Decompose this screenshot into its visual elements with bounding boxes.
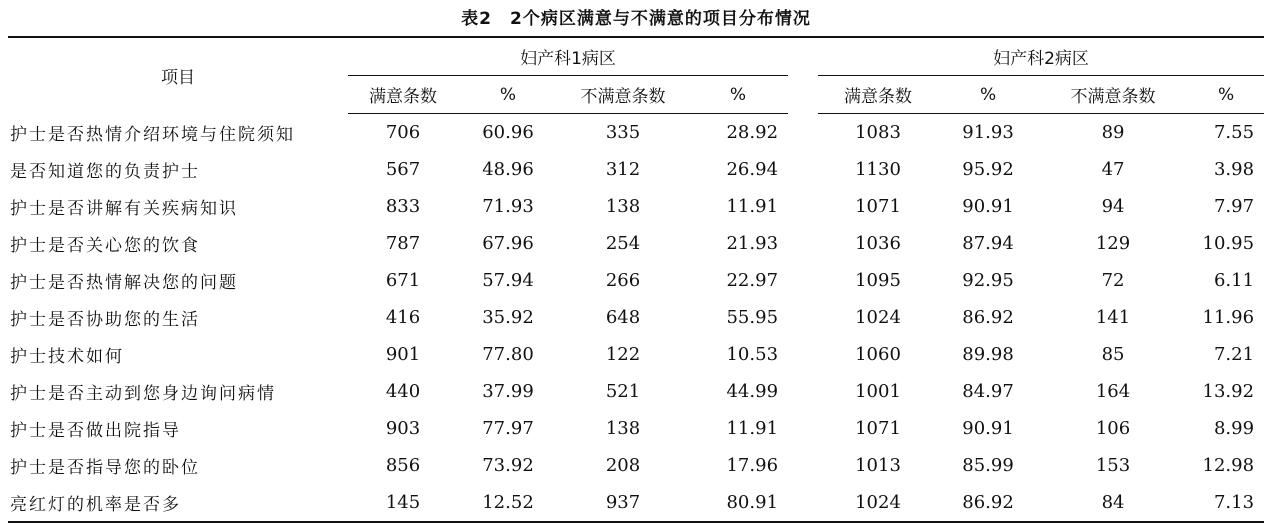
spacer-cell <box>788 410 818 447</box>
table-cell: 1036 <box>855 233 901 254</box>
table-row <box>8 336 1264 373</box>
table-cell: 440 <box>385 381 421 402</box>
column-group-ward1: 妇产科1病区 <box>348 37 788 76</box>
column-header-percent: % <box>1188 76 1264 114</box>
table-cell: 13.92 <box>1202 381 1255 402</box>
column-header-satisfied-count: 满意条数 <box>818 76 938 114</box>
table-cell: 1001 <box>855 381 901 402</box>
table-cell: 85 <box>1101 344 1125 365</box>
column-header-unsatisfied-count: 不满意条数 <box>558 76 688 114</box>
table-cell: 1024 <box>855 307 901 328</box>
table-cell: 12.52 <box>458 484 558 522</box>
table-cell: 937 <box>558 484 688 522</box>
row-item-label: 护士是否热情解决您的问题 <box>10 273 238 293</box>
table-caption: 表2 2个病区满意与不满意的项目分布情况 <box>461 9 811 29</box>
table-cell: 73.92 <box>482 455 534 476</box>
table-cell: 89 <box>1101 122 1125 143</box>
table-cell: 92.95 <box>962 270 1014 291</box>
table-cell: 47 <box>1101 159 1125 180</box>
table-cell: 416 <box>385 307 421 328</box>
table-cell: 312 <box>605 159 641 180</box>
table-cell: 94 <box>1101 196 1125 217</box>
table-row <box>8 484 1264 522</box>
column-header-satisfied-count: 满意条数 <box>348 76 458 114</box>
table-row <box>8 262 1264 299</box>
table-cell: 1071 <box>855 196 901 217</box>
column-header-percent: % <box>688 76 788 114</box>
table-cell: 86.92 <box>962 307 1014 328</box>
table-cell: 11.96 <box>1202 307 1255 328</box>
row-item-label: 护士是否热情介绍环境与住院须知 <box>10 124 295 145</box>
table-cell: 77.97 <box>482 418 534 439</box>
column-group-ward2: 妇产科2病区 <box>818 37 1264 76</box>
row-item-label: 护士是否做出院指导 <box>10 421 181 441</box>
table-row <box>8 188 1264 225</box>
spacer-cell <box>788 447 818 484</box>
table-cell: 903 <box>385 418 421 439</box>
table-cell: 1060 <box>855 344 901 365</box>
satisfaction-table <box>8 36 1264 523</box>
table-cell: 208 <box>605 455 641 476</box>
table-row <box>8 225 1264 262</box>
row-item-label: 护士是否主动到您身边询问病情 <box>10 384 276 404</box>
column-header-unsatisfied-count: 不满意条数 <box>1038 76 1188 114</box>
table-row <box>8 151 1264 188</box>
table-cell: 706 <box>385 122 421 143</box>
table-cell: 141 <box>1095 307 1131 328</box>
table-cell: 106 <box>1095 418 1131 439</box>
table-cell: 90.91 <box>962 196 1014 217</box>
table-cell: 1095 <box>855 270 901 291</box>
row-item-label: 是否知道您的负责护士 <box>10 162 200 182</box>
table-cell: 12.98 <box>1202 455 1255 476</box>
table-cell: 3.98 <box>1213 159 1255 180</box>
table-cell: 266 <box>605 270 641 291</box>
table-cell: 26.94 <box>726 159 779 180</box>
table-cell: 90.91 <box>962 418 1014 439</box>
table-cell: 335 <box>605 122 641 143</box>
row-item-label: 护士是否关心您的饮食 <box>10 236 200 256</box>
table-cell: 11.91 <box>726 418 779 439</box>
table-row <box>8 114 1264 152</box>
table-cell: 10.53 <box>726 344 779 365</box>
table-cell: 77.80 <box>482 344 534 365</box>
table-cell: 21.93 <box>726 233 779 254</box>
table-cell: 787 <box>385 233 421 254</box>
table-cell: 85.99 <box>962 455 1014 476</box>
table-cell: 57.94 <box>482 270 534 291</box>
table-cell: 901 <box>385 344 421 365</box>
table-cell: 72 <box>1101 270 1125 291</box>
spacer-cell <box>788 373 818 410</box>
column-header-percent: % <box>938 76 1038 114</box>
table-cell: 11.91 <box>726 196 779 217</box>
table-cell: 86.92 <box>938 484 1038 522</box>
table-cell: 1071 <box>855 418 901 439</box>
table-row <box>8 447 1264 484</box>
table-cell: 71.93 <box>482 196 534 217</box>
row-item-label: 亮红灯的机率是否多 <box>8 484 348 522</box>
table-cell: 7.55 <box>1213 122 1255 143</box>
spacer-cell <box>788 262 818 299</box>
table-cell: 55.95 <box>726 307 779 328</box>
table-cell: 1013 <box>855 455 901 476</box>
table-cell: 7.97 <box>1213 196 1255 217</box>
table-cell: 1083 <box>855 122 901 143</box>
spacer-cell <box>788 225 818 262</box>
table-cell: 129 <box>1095 233 1131 254</box>
table-cell: 145 <box>348 484 458 522</box>
table-cell: 567 <box>385 159 421 180</box>
table-cell: 254 <box>605 233 641 254</box>
table-cell: 60.96 <box>482 122 534 143</box>
table-cell: 521 <box>605 381 641 402</box>
table-cell: 95.92 <box>962 159 1014 180</box>
row-item-label: 护士技术如何 <box>10 347 124 367</box>
table-cell: 856 <box>385 455 421 476</box>
table-cell: 87.94 <box>962 233 1014 254</box>
table-cell: 138 <box>605 418 641 439</box>
table-cell: 67.96 <box>482 233 534 254</box>
table-cell: 1024 <box>818 484 938 522</box>
table-cell: 6.11 <box>1213 270 1255 291</box>
spacer-cell <box>788 484 818 522</box>
row-item-label: 护士是否协助您的生活 <box>10 310 200 330</box>
table-cell: 84.97 <box>962 381 1014 402</box>
table-cell: 84 <box>1038 484 1188 522</box>
table-cell: 122 <box>605 344 641 365</box>
table-cell: 89.98 <box>962 344 1014 365</box>
table-row <box>8 373 1264 410</box>
table-cell: 833 <box>385 196 421 217</box>
table-row <box>8 299 1264 336</box>
table-cell: 648 <box>605 307 641 328</box>
table-cell: 7.21 <box>1213 344 1255 365</box>
spacer-cell <box>788 188 818 225</box>
table-cell: 28.92 <box>726 122 779 143</box>
table-cell: 17.96 <box>726 455 779 476</box>
table-cell: 153 <box>1095 455 1131 476</box>
header-row-groups <box>8 37 1264 76</box>
spacer-cell <box>788 299 818 336</box>
row-item-label: 护士是否指导您的卧位 <box>10 458 200 478</box>
table-cell: 1130 <box>855 159 901 180</box>
column-header-item: 项目 <box>8 37 348 114</box>
table-cell: 48.96 <box>482 159 534 180</box>
table-cell: 37.99 <box>482 381 534 402</box>
table-cell: 44.99 <box>726 381 779 402</box>
column-header-percent: % <box>458 76 558 114</box>
table-cell: 8.99 <box>1213 418 1255 439</box>
table-cell: 80.91 <box>688 484 788 522</box>
table-cell: 91.93 <box>962 122 1014 143</box>
spacer-cell <box>788 151 818 188</box>
spacer-cell <box>788 114 818 152</box>
table-cell: 22.97 <box>726 270 779 291</box>
table-cell: 35.92 <box>482 307 534 328</box>
table-cell: 138 <box>605 196 641 217</box>
table-cell: 10.95 <box>1202 233 1255 254</box>
table-row <box>8 410 1264 447</box>
table-cell: 671 <box>385 270 421 291</box>
table-cell: 7.13 <box>1188 484 1264 522</box>
row-item-label: 护士是否讲解有关疾病知识 <box>10 199 238 219</box>
spacer-cell <box>788 336 818 373</box>
table-cell: 164 <box>1095 381 1131 402</box>
